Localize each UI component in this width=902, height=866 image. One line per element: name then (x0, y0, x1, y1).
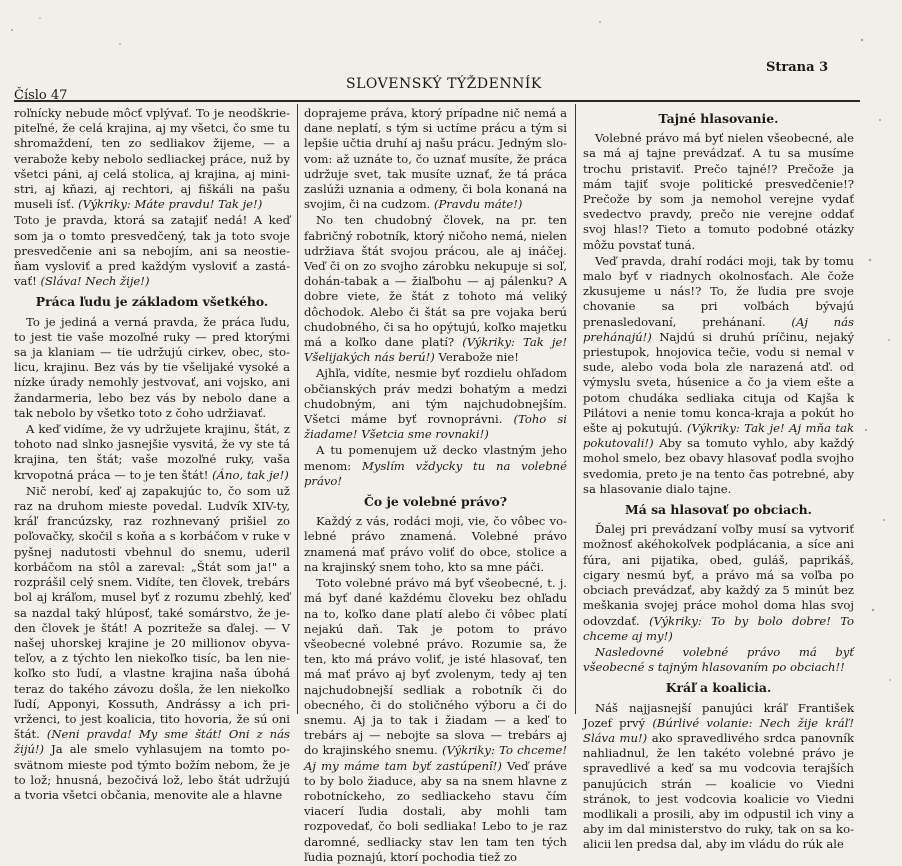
issue-number: Číslo 47 (14, 88, 68, 103)
paragraph: Volebné právo má byť nielen všeobecné, ale sa má aj tajne prevádzať. A tu sa musíme trochu pristaviť. Prečo tajné!? Prečože ja mám tajiť svoje politické presvedčenie!? Prečože by som ja nemohol verejne vydať svedectvo pravdy, prečo nie verejne oddať svoj hlas!? Tieto a tomuto podobné otázky môžu povstať tuná. (583, 131, 854, 252)
paragraph: To je jediná a verná pravda, že práca ľudu, to jest tie vaše mozoľné ruky — pred ktorými sa ja klaniam — tie udržujú cirkev, obec, stolicu, krajinu. Bez vás by tie všelijaké vysoké a nízke úrady nemohly jestvovať, ani vojsko, ani žandarmeria, lebo bez vás by nebolo dane a tak nebolo by všetko toto z čoho udržiavať. (14, 314, 290, 420)
header-rule (14, 100, 860, 102)
section-heading: Práca ľudu je základom všetkého. (35, 294, 269, 310)
paragraph: A keď vidíme, že vy udržujete krajinu, štát, z tohoto nad slnko jasnejšie vysvitá, že vy ste tá krajina, ten štát; vaše mozoľné ruky, vaša krvopotná práca — to je ten štát! (Áno, tak je!) (14, 422, 290, 482)
paragraph: A tu pomenujem už decko vlastným jeho menom: Myslím vždycky tu na volebné právo! (304, 443, 567, 488)
paragraph: Toto volebné právo má byť všeobecné, t. j. má byť dané každému človeku bez ohľadu na to, koľko dane platí alebo či vôbec platí nejakú daň. Tak je potom to právo všeobecné volebné právo. Rozumie sa, že ten, kto má právo voliť, je isté hlasovať, ten má mať právo aj byť zvolenym, tedy aj ten najchudobnejší sedliak a robotník či do obecného, či do stoličného výboru a či do snemu. Aj ja to tak i žiadam — a keď to trebárs aj — nebojte sa slova — trebárs aj do krajinského snemu. (Výkriky: To chceme! Aj my máme tam byť zastúpenî!) Veď práve to by bolo žiaduce, aby sa na snem hlavne z robotníckeho, zo sedliackeho stavu čím viacerí ľudia dostali, aby mohli tam rozpovedať, čo boli sedliaka! Lebo to je raz daromné, sedliacky stav len tam ten tých ľudia poznajú, ktorí pochodia tiež zo (304, 576, 567, 864)
section-heading: Kráľ a koalicia. (665, 680, 772, 696)
paragraph: Nasledovné volebné právo má byť všeobecné s tajným hlasovaním po obciach!! (583, 644, 854, 675)
column-divider (297, 104, 298, 714)
paragraph: Každý z vás, rodáci moji, vie, čo vôbec volebné právo znamená. Volebné právo znamená mať právo voliť do obce, stolice a na krajinský snem toho, kto sa mne páči. (304, 514, 567, 574)
column-2 (304, 106, 567, 866)
paragraph: roľnícky nebude môcť vplývať. To je neodškriepiteľné, že celá krajina, aj my všetci, čo sme tu shromaždení, ten zo sedliakov žijeme, — a verabože keby nebolo sedliackej práce, nuž by všetci páni, aj celá stolica, aj krajina, aj ministri, aj kňazi, aj rechtori, aj fiškáli na pašu museli ísť. (Výkriky: Máte pravdu! Tak je!) (14, 106, 290, 212)
paragraph: Nič nerobí, keď aj zapakujúc to, čo som už raz na druhom mieste povedal. Ludvík XIV-ty, kráľ francúzsky, raz rozhnevaný prišiel zo poľovačky, skočil s koňa a s korbáčom v ruke v pyšnej nadutosti vbehnul do snemu, uderil korbáčom na stôl a zareval: „Štát som ja!" a rozprášil celý snem. Vidíte, ten človek, trebárs bol aj kráľom, musel byť z rozumu zbehlý, keď sa nazdal taký hlúposť, také somárstvo, že jeden človek je štát! A pozriteže sa ďalej. — V našej uhorskej krajine je 20 millionov obyvateľov, a z týchto len niekoľko tisíc, ba len niekoľko sto ľudí, a vlastne krajina naša úbohá teraz do takého závozu došla, že len niekoľko ľudí, Apponyi, Kossuth, Andrássy a ich privrženci, to jest koalicia, tito hovoria, že sú oni štát. (Neni pravda! My sme štát! Oni z nás žijú!) Ja ale smelo vyhlasujem na tomto posvätnom mieste pod týmto božím nebom, že je to lož; hnusná, bezočivá lož, lebo štát udržujú a tvoria všetci občania, menovite ale a hlavne (14, 483, 290, 802)
paragraph: doprajeme práva, ktorý prípadne nič nemá a dane neplatí, s tým si uctíme prácu a tým si lepšie učtia druhí aj našu prácu. Jedným slovom: až uznáte to, čo uznať musíte, že práca udržuje svet, tak musíte uznať, že tá práca zaslúži uznania a odmeny, či bola konaná na svojim, či na cudzom. (Pravdu máte!) (304, 106, 567, 212)
section-heading: Tajné hlasovanie. (658, 111, 779, 126)
section-heading: Má sa hlasovať po obciach. (625, 502, 812, 518)
column-1 (14, 106, 290, 804)
paragraph: Ďalej pri prevádzaní voľby musí sa vytvoriť možnosť akéhokoľvek podplácania, a síce ani fúra, ani pijatika, obed, guláš, paprikáš, cigary nesmú byť, a právo má sa voľba po obciach prevádzať, aby každý za 5 minút bez meškania svojej práce mohol doma hlas svoj odovzdať. (Výkriky: To by bolo dobre! To chceme aj my!) (583, 522, 855, 643)
section-heading: Čo je volebné právo? (364, 494, 507, 510)
paragraph: Ajhľa, vidíte, nesmie byť rozdielu ohľadom občianských práv medzi bohatým a medzi chudobným, ani tým najchudobnejším. Všetci máme byť rovnoprávni. (Toho si žiadame! Všetcia sme rovnaki!) (304, 366, 567, 442)
column-3 (583, 106, 854, 854)
page-number: Strana 3 (766, 60, 829, 75)
paragraph: Náš najjasnejší panujúci kráľ František Jozef prvý (Búrlivé volanie: Nech žije kráľ! Sláva mu!) ako spravedlivého srdca panovník nahliadnul, že len takéto volebné právo je spravedlivé a keď sa mu vodcovia terajších panujúcich strán — koalicie vo Viedni stránok, to jest vodcovia koalicie vo Viedni modlikali a prosili, aby im odpustil ich viny a aby im dal ministerstvo do ruky, tak on sa koalicii len predsa dal, aby im vládu do rúk ale (583, 700, 855, 852)
newspaper-title: SLOVENSKÝ TÝŽDENNÍK (346, 76, 542, 92)
paragraph: No ten chudobný človek, na pr. ten fabričný robotník, ktorý ničoho nemá, nielen udržiava štát svojou prácou, ale aj ináčej. Veď či on zo svojho zárobku nekupuje si soľ, dohán-tabak a — žiaľbohu — aj pálenku? A dobre viete, že štát z tohoto má veliký dôchodok. Alebo či štát sa pre vojaka berú chudobného, či sa ho opýtujú, koľko majetku má a koľko dane platí? (Výkriky: Tak je! Všelijakých nás berú!) Verabože nie! (304, 213, 567, 365)
column-divider (575, 104, 576, 714)
paragraph: Veď pravda, drahí rodáci moji, tak by tomu malo byť v riadnych okolnosťach. Ale čože zkusujeme u nás!? To, že ľudia pre svoje chovanie sa pri voľbách bývajú prenasledovaní, prehánaní. (Aj nás prehánajú!) Najdú si druhú príčinu, nejaký priestupok, hnojovica tečie, vodu si nemal v sude, alebo voda bola zle narazená atď. od výmyslu sveta, húsenice a čo ja viem ešte a potom chudáka sedliaka cituja od Kajša k Pilátovi a nenie tomu konca-kraja a pokút ho ešte aj pokutujú. (Výkriky: Tak je! Aj mňa tak pokutovali!) Aby sa tomuto vyhlo, aby každý mohol smelo, bez obavy hlasovať podla svojho svedomia, preto je na tento čas potrebné, aby sa hlasovanie dialo tajne. (583, 253, 854, 496)
paragraph: Toto je pravda, ktorá sa zatajiť nedá! A keď som ja o tomto presvedčený, tak ja toto svoje presvedčenie ani sa nebojím, ani sa neostieňam vysloviť a pred každým vysloviť a zastávať! (Sláva! Nech žije!) (14, 213, 290, 289)
